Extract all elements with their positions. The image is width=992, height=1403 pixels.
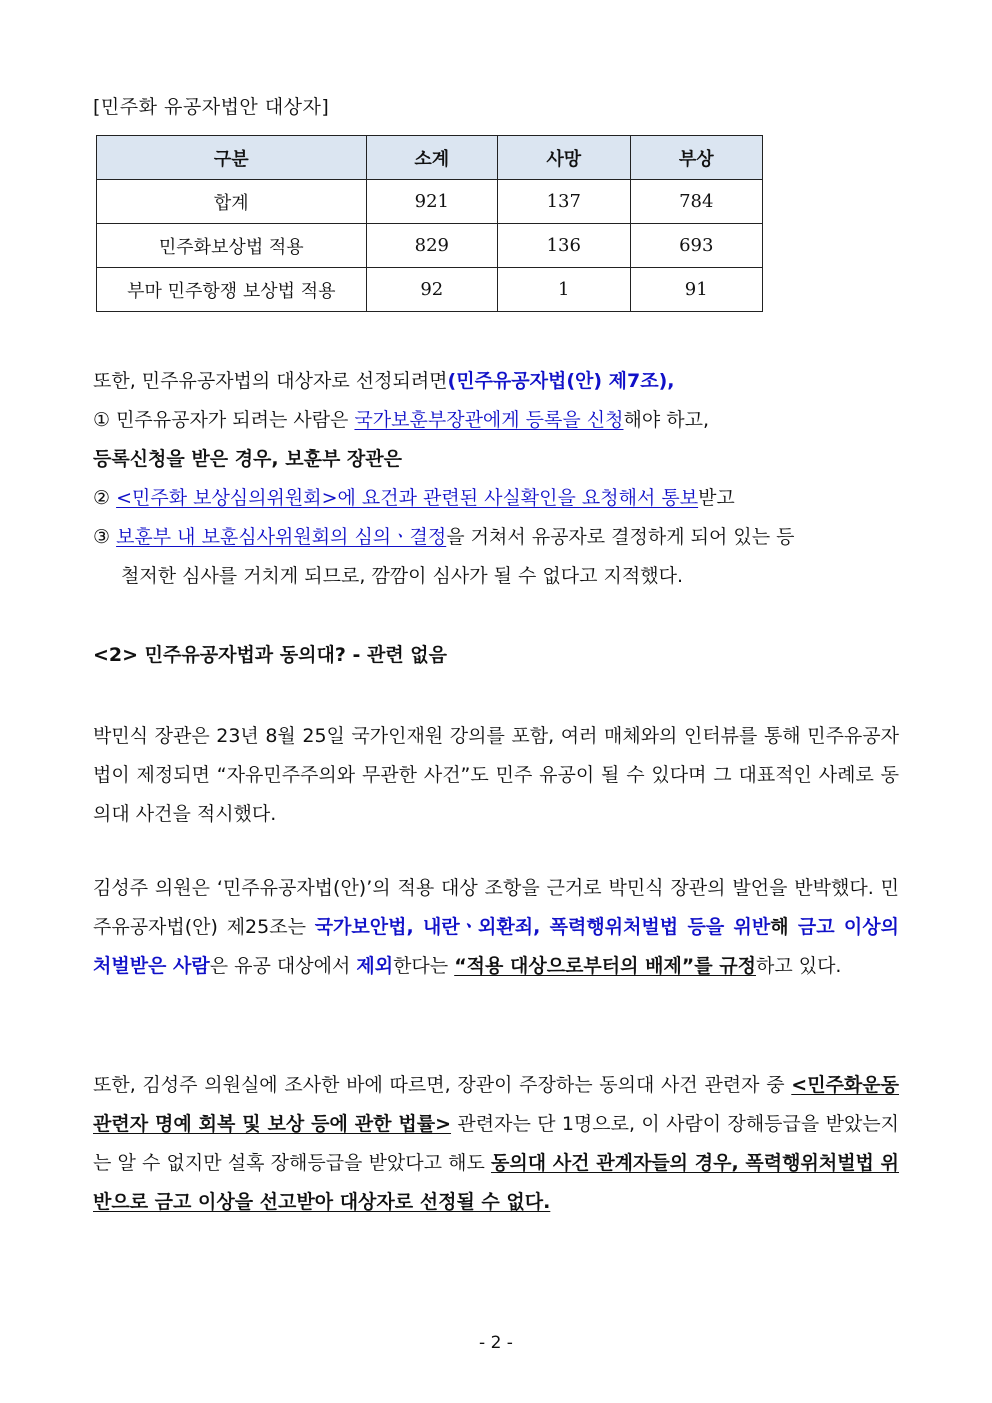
- table-cell: 92: [366, 268, 497, 312]
- text-span: ③: [93, 526, 117, 548]
- text-span: 한다는: [393, 955, 455, 977]
- table-cell: 부마 민주항쟁 보상법 적용: [97, 268, 367, 312]
- highlight-text: 국가보훈부장관에게 등록을 신청: [354, 409, 624, 431]
- step-3-line: [93, 524, 794, 550]
- table-cell: 91: [630, 268, 763, 312]
- table-cell: 136: [498, 224, 630, 268]
- text-span: 해야 하고,: [623, 409, 709, 431]
- text-span: 관련자는 단 1명으로, 이 사람이 장해등급을 받았는지는 알 수 없지만 설혹 장해등급을 받았다고 해도: [93, 1113, 900, 1174]
- paragraph-rebuttal: [93, 869, 899, 986]
- step-3-continuation: 철저한 심사를 거치게 되므로, 깜깜이 심사가 될 수 없다고 지적했다.: [121, 565, 683, 587]
- highlight-text: 국가보안법, 내란ㆍ외환죄, 폭력행위처벌법 등을 위반: [314, 916, 771, 938]
- text-span: ②: [93, 487, 117, 509]
- header-injuries: 부상: [630, 136, 763, 180]
- table-row: [97, 180, 763, 224]
- table-cell: 921: [366, 180, 497, 224]
- highlight-text: <민주화 보상심의위원회>에 요건과 관련된 사실확인을 요청해서 통보: [116, 487, 699, 509]
- step-1-line: [93, 407, 709, 433]
- section-heading: <2> 민주유공자법과 동의대? - 관련 없음: [93, 644, 447, 666]
- highlight-text: 금고 이상의 처벌받은 사람: [93, 916, 899, 977]
- table-cell: 1: [498, 268, 630, 312]
- text-span: 은 유공 대상에서: [209, 955, 357, 977]
- table-row: [97, 268, 763, 312]
- text-span: 을 거쳐서 유공자로 결정하게 되어 있는 등: [446, 526, 795, 548]
- law-title: <민주화운동 관련자 명예 회복 및 보상 등에 관한 법률>: [93, 1074, 899, 1135]
- beneficiary-table: [96, 135, 763, 312]
- text-span: 또한, 김성주 의원실에 조사한 바에 따르면, 장관이 주장하는 동의대 사건 관련자 중: [93, 1074, 792, 1096]
- highlight-text: 보훈부 내 보훈심사위원회의 심의ㆍ결정: [116, 526, 447, 548]
- page-number: - 2 -: [479, 1333, 513, 1353]
- text-span: 또한, 민주유공자법의 대상자로 선정되려면: [93, 370, 448, 392]
- highlight-text: 제외: [356, 955, 394, 977]
- paragraph-investigation: [93, 1066, 899, 1222]
- table-cell: 민주화보상법 적용: [97, 224, 367, 268]
- registration-line: 등록신청을 받은 경우, 보훈부 장관은: [93, 448, 402, 470]
- highlight-text: “적용 대상으로부터의 배제”를 규정: [454, 955, 756, 977]
- text-span: ① 민주유공자가 되려는 사람은: [93, 409, 355, 431]
- paragraph-minister-claim: 박민식 장관은 23년 8월 25일 국가인재원 강의를 포함, 여러 매체와의 인터뷰를 통해 민주유공자법이 제정되면 “자유민주주의와 무관한 사건”도 민주 유공이 될 수 있다며 그 대표적인 사례로 동의대 사건을 적시했다.: [93, 725, 899, 825]
- header-subtotal: 소계: [366, 136, 497, 180]
- text-span: 하고 있다.: [755, 955, 842, 977]
- text-span: 받고: [698, 487, 735, 509]
- table-cell: 137: [498, 180, 630, 224]
- selection-intro-line: [93, 368, 675, 394]
- table-cell: 합계: [97, 180, 367, 224]
- table-row: [97, 224, 763, 268]
- header-category: 구분: [97, 136, 367, 180]
- law-article-ref: (민주유공자법(안) 제7조),: [447, 370, 675, 392]
- text-span: 해: [770, 916, 798, 938]
- table-header-row: [97, 136, 763, 180]
- header-deaths: 사망: [498, 136, 630, 180]
- text-span: 김성주 의원은 ‘민주유공자법(안)’의 적용 대상 조항을 근거로 박민식 장관의 발언을 반박했다. 민주유공자법(안) 제25조는: [93, 877, 899, 938]
- table-caption: [민주화 유공자법안 대상자]: [93, 96, 330, 118]
- table-cell: 693: [630, 224, 763, 268]
- step-2-line: [93, 485, 735, 511]
- conclusion-text: 동의대 사건 관계자들의 경우, 폭력행위처벌법 위반으로 금고 이상을 선고받아 대상자로 선정될 수 없다.: [93, 1152, 899, 1213]
- table-cell: 784: [630, 180, 763, 224]
- table-cell: 829: [366, 224, 497, 268]
